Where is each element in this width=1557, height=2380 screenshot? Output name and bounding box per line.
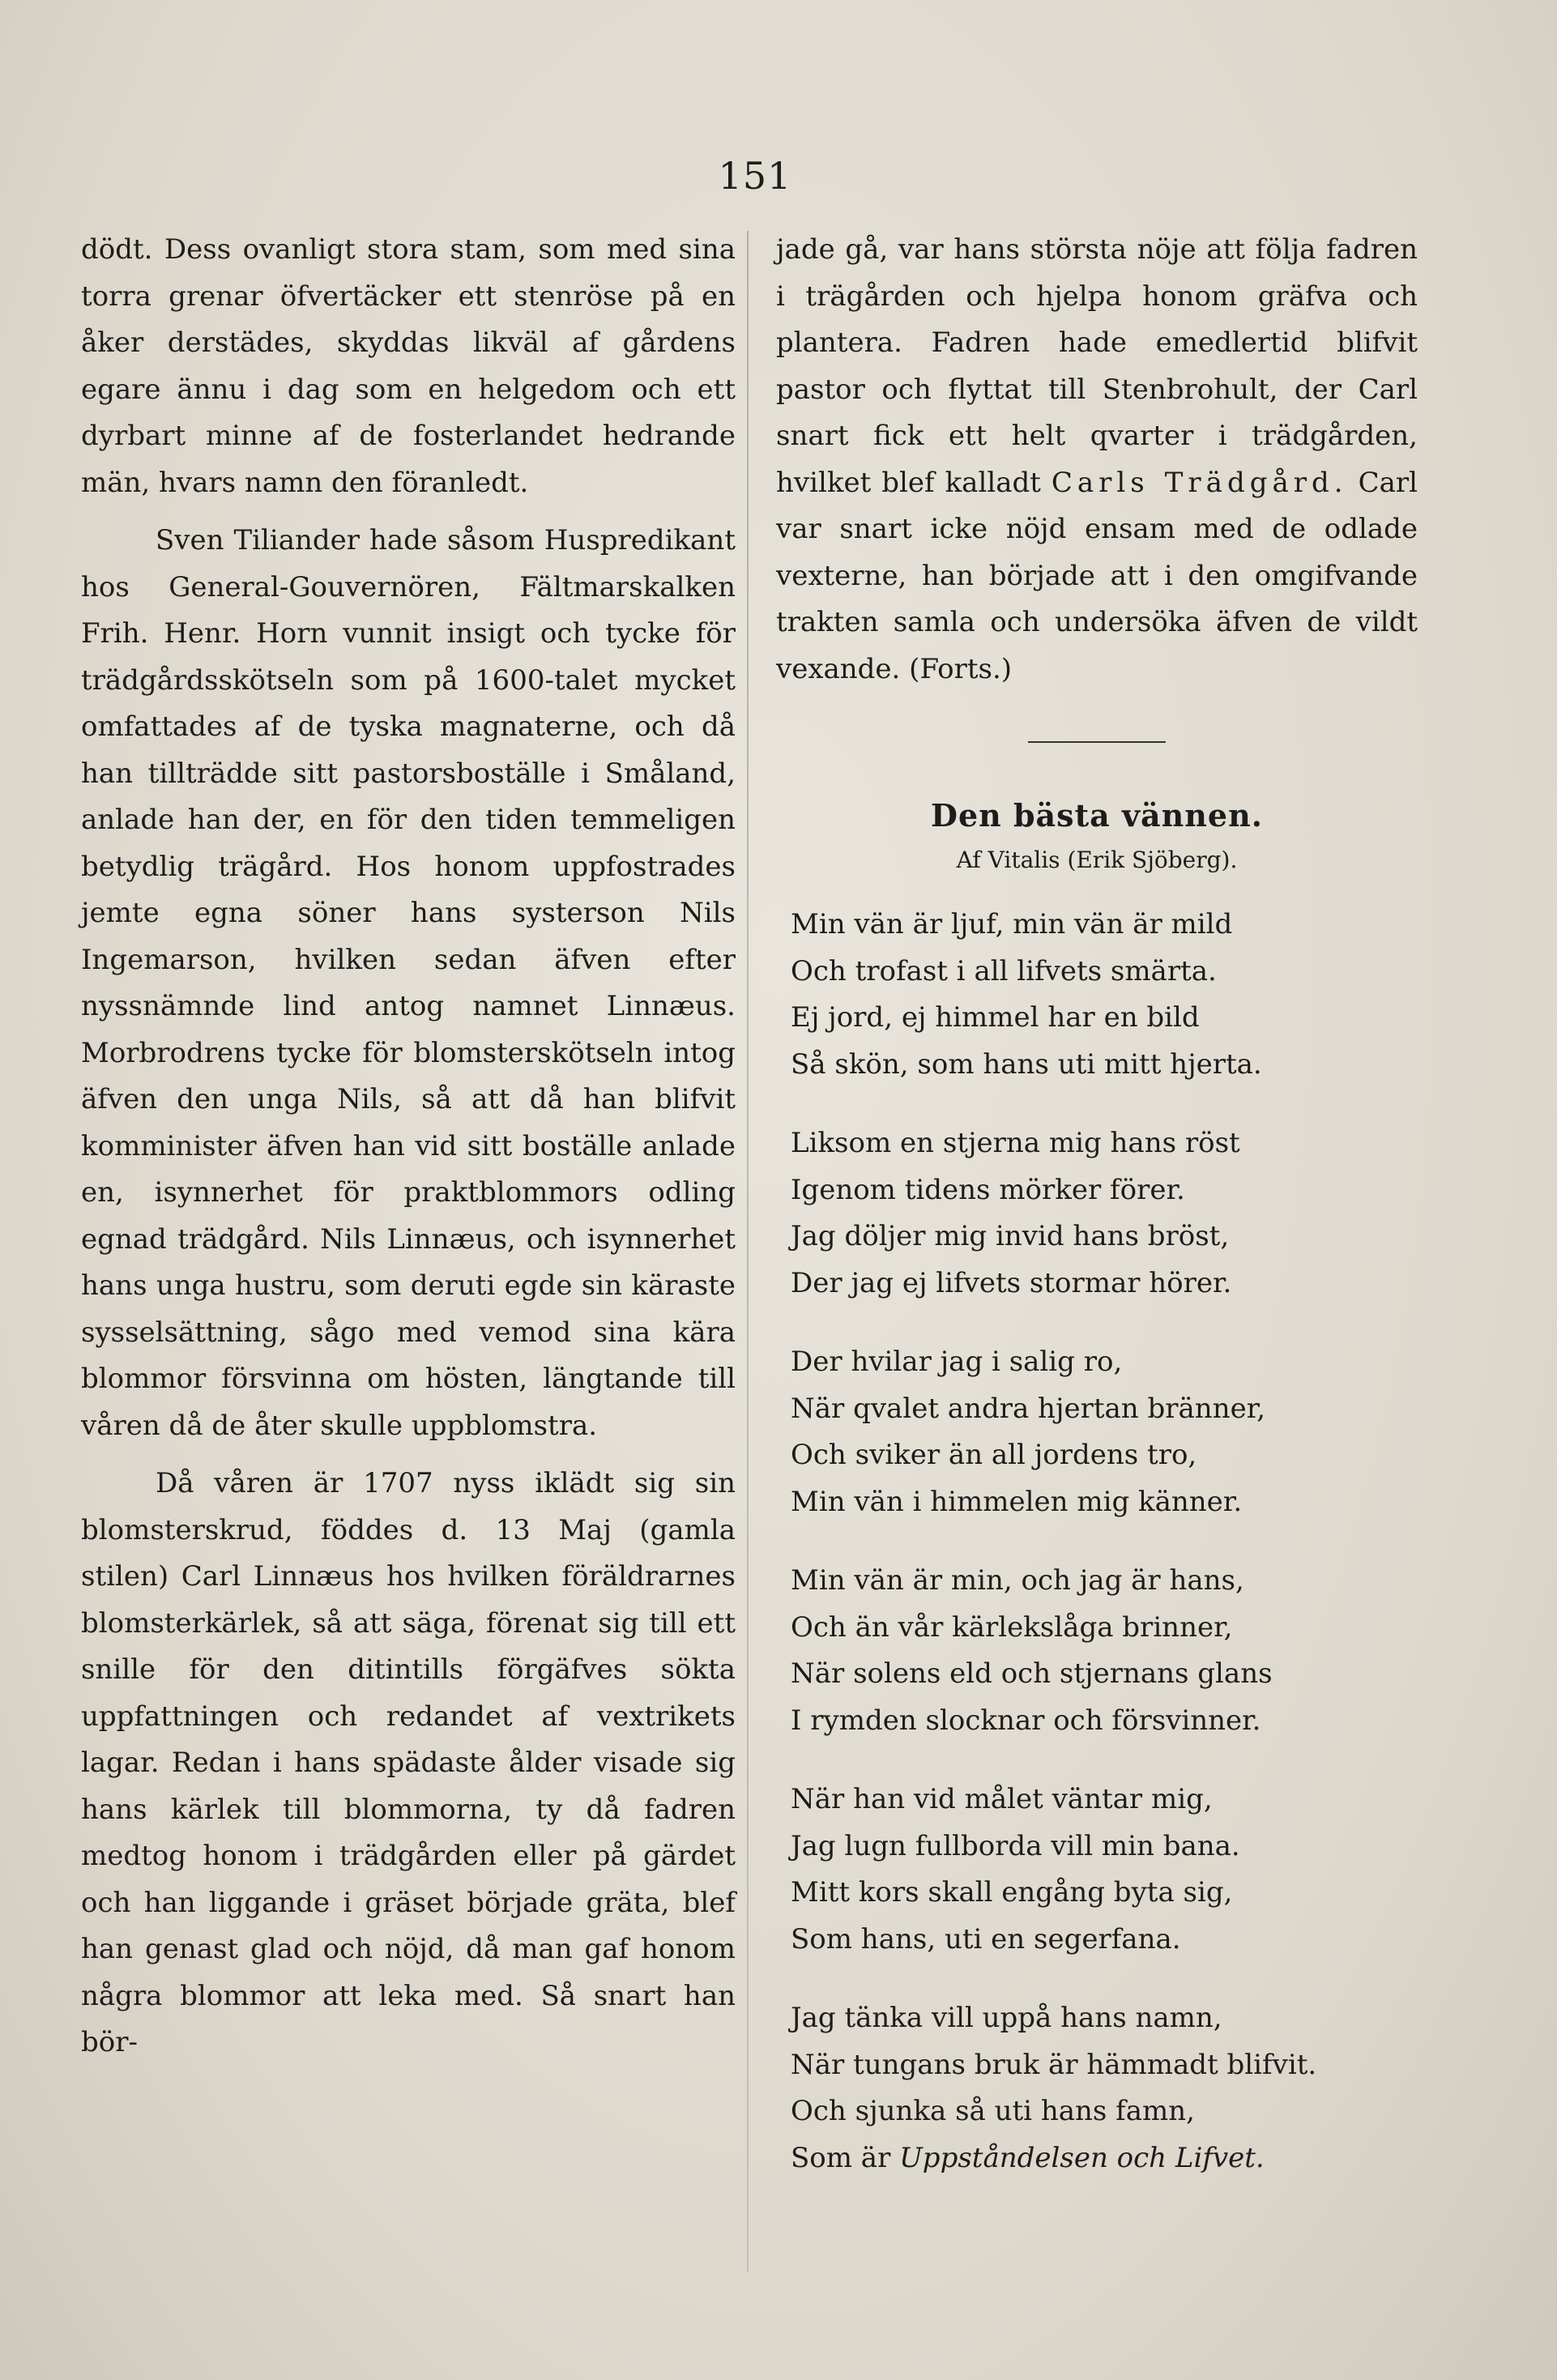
continuation-text-after: Carl var snart icke nöjd ensam med de odlade vexterne, han började att i den omgifvande trakten samla och undersöka äfven de vildt vexande. (Forts.) <box>776 466 1418 685</box>
verse-line: När han vid målet väntar mig, <box>791 1783 1213 1815</box>
continuation-text-before: jade gå, var hans största nöje att följa fadren i trägården och hjelpa honom gräfva och plantera. Fadren hade emedlertid blifvit pastor och flyttat till Stenbrohult, der Carl snart fick ett helt qvarter i trädgården, hvilket blef kalladt <box>776 233 1418 499</box>
verse-line: Igenom tidens mörker förer. <box>791 1173 1185 1206</box>
column-divider <box>747 231 749 2272</box>
stanza-3 <box>791 1339 1418 1525</box>
continuation-paragraph <box>776 227 1418 693</box>
stanza-4 <box>791 1558 1418 1744</box>
verse-line: Der jag ej lifvets stormar hörer. <box>791 1266 1232 1299</box>
verse-line: Jag döljer mig invid hans bröst, <box>791 1220 1230 1252</box>
verse-line: Jag tänka vill uppå hans namn, <box>791 2002 1222 2034</box>
verse-line: Min vän är min, och jag är hans, <box>791 1564 1244 1597</box>
poem-byline: Af Vitalis (Erik Sjöberg). <box>956 847 1238 873</box>
verse-line: Min vän i himmelen mig känner. <box>791 1485 1243 1518</box>
verse-line: När solens eld och stjernans glans <box>791 1657 1273 1690</box>
verse-line: Och sjunka så uti hans famn, <box>791 2095 1195 2127</box>
verse-line: Som hans, uti en segerfana. <box>791 1922 1181 1956</box>
verse-line: Liksom en stjerna mig hans röst <box>791 1127 1240 1159</box>
verse-line: När tungans bruk är hämmadt blifvit. <box>791 2048 1317 2081</box>
section-rule <box>1028 741 1166 743</box>
poem-title: Den bästa vännen. <box>931 797 1263 834</box>
verse-line: Och trofast i all lifvets smärta. <box>791 954 1217 987</box>
last-line-prefix: Som är <box>791 2141 891 2174</box>
verse-line: I rymden slocknar och försvinner. <box>791 1704 1261 1737</box>
left-column <box>81 227 736 2067</box>
verse-line-last <box>791 2135 1418 2182</box>
verse-line: När qvalet andra hjertan bränner, <box>791 1392 1266 1425</box>
paragraph-1: dödt. Dess ovanligt stora stam, som med sina torra grenar öfvertäcker ett stenröse på en åker derstädes, skyddas likväl af gårdens egare ännu i dag som en helgedom och ett dyrbart minne af de fosterlandet hedrande män, hvars namn den föranledt. <box>81 233 736 499</box>
verse-line: Ej jord, ej himmel har en bild <box>791 1001 1200 1034</box>
paragraph-3: Då våren är 1707 nyss iklädt sig sin blomsterskrud, föddes d. 13 Maj (gamla stilen) Carl Linnæus hos hvilken föräldrarnes blomsterkärlek, så att säga, förenat sig till ett snille för den ditintills förgäfves sökta uppfattningen och redandet af vextrikets lagar. Redan i hans spädaste ålder visade sig hans kärlek till blommorna, ty då fadren medtog honom i trädgården eller på gärdet och han liggande i gräset började gräta, blef han genast glad och nöjd, då man gaf honom några blommor att leka med. Så snart han bör- <box>81 1467 736 2058</box>
verse-line: Jag lugn fullborda vill min bana. <box>791 1829 1240 1862</box>
paragraph-2: Sven Tiliander hade såsom Huspredikant hos General-Gouvernören, Fältmarskalken Frih. Henr. Horn vunnit insigt och tycke för trädgårdsskötseln som på 1600-talet mycket omfattades af de tyska magnaterne, och då han tillträdde sitt pastorsboställe i Småland, anlade han der, en för den tiden temmeligen betydlig trägård. Hos honom uppfostrades jemte egna söner hans systerson Nils Ingemarson, hvilken sedan äfven efter nyssnämnde lind antog namnet Linnæus. Morbrodrens tycke för blomsterskötseln intog äfven den unga Nils, så att då han blifvit komminister äfven han vid sitt boställe anlade en, isynnerhet för praktblommors odling egnad trädgård. Nils Linnæus, och isynnerhet hans unga hustru, som deruti egde sin käraste sysselsättning, sågo med vemod sina kära blommor försvinna om hösten, längtande till våren då de åter skulle uppblomstra. <box>81 524 736 1442</box>
stanza-2 <box>791 1120 1418 1307</box>
verse-line: Der hvilar jag i salig ro, <box>791 1346 1123 1378</box>
stanza-1 <box>791 902 1418 1088</box>
verse-line: Så skön, som hans uti mitt hjerta. <box>791 1047 1262 1081</box>
verse-line: Mitt kors skall engång byta sig, <box>791 1876 1233 1909</box>
right-column <box>776 227 1418 2214</box>
named-place: Carls Trädgård. <box>1051 466 1348 499</box>
verse-line: Och än vår kärlekslåga brinner, <box>791 1610 1233 1644</box>
last-line-emphasis: Uppståndelsen och Lifvet. <box>899 2141 1265 2174</box>
page-number: 151 <box>718 154 792 198</box>
verse-line: Min vän är ljuf, min vän är mild <box>791 908 1233 940</box>
stanza-6 <box>791 1995 1418 2182</box>
stanza-5 <box>791 1776 1418 1963</box>
verse-line: Och sviker än all jordens tro, <box>791 1439 1197 1471</box>
